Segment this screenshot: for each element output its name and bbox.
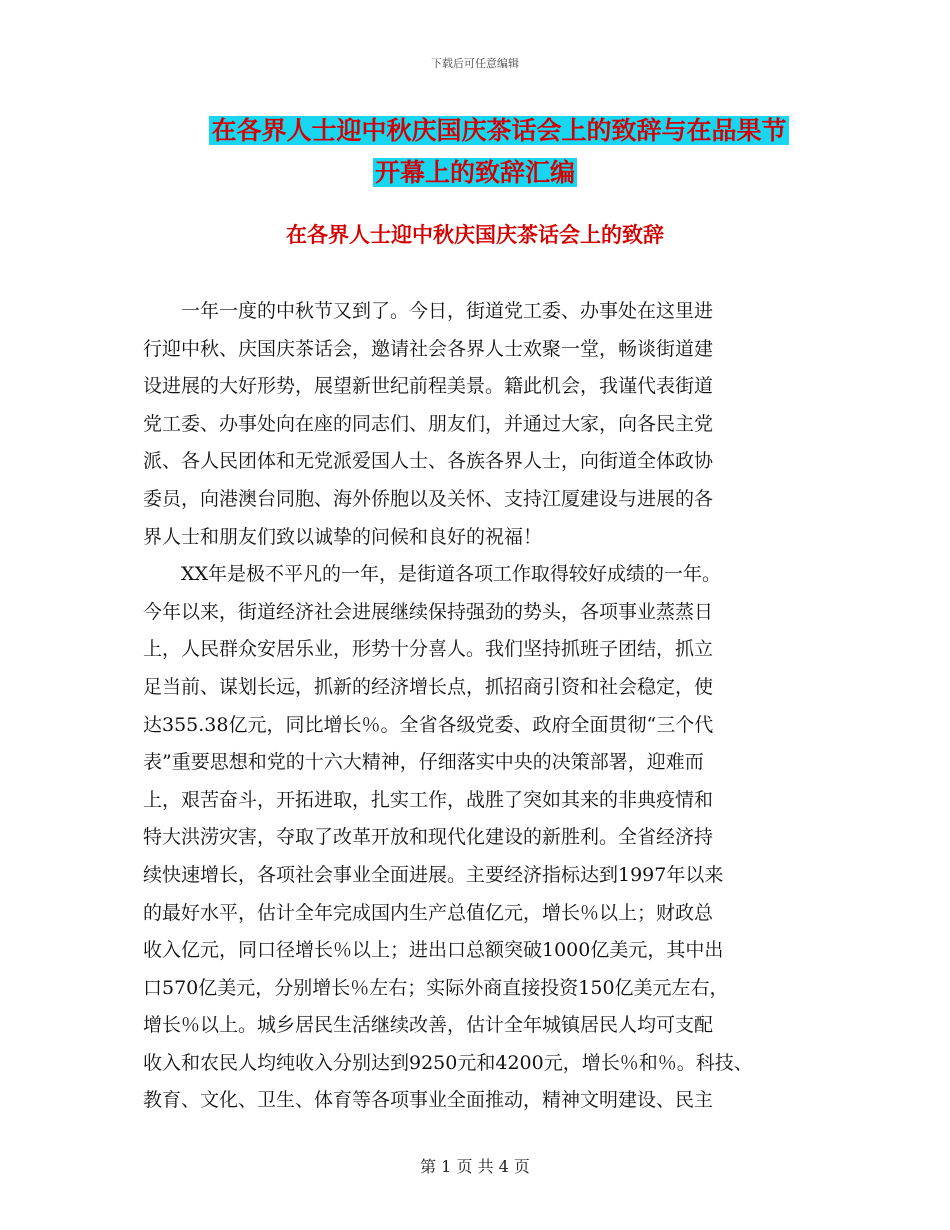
body-line: 收入亿元，同口径增长％以上；进出口总额突破1000亿美元，其中出 [143,939,724,962]
body-line: XX年是极不平凡的一年，是街道各项工作取得较好成绩的一年。 [143,563,722,586]
body-text [143,293,803,1120]
section-title: 在各界人士迎中秋庆国庆茶话会上的致辞 [286,223,664,247]
body-line: 上，艰苦奋斗，开拓进取，扎实工作，战胜了突如其来的非典疫情和 [143,788,714,811]
document-title [0,110,950,194]
body-line: 的最好水平，估计全年完成国内生产总值亿元，增长％以上；财政总 [143,901,714,924]
body-line: 上，人民群众安居乐业，形势十分喜人。我们坚持抓班子团结，抓立 [143,638,714,661]
body-line: 界人士和朋友们致以诚挚的问候和良好的祝福！ [143,525,543,548]
body-line: 派、各人民团体和无党派爱国人士、各族各界人士，向街道全体政协 [143,450,714,473]
page-header: 下载后可任意编辑 [431,57,519,70]
body-line: 今年以来，街道经济社会进展继续保持强劲的势头，各项事业蒸蒸日 [143,600,714,623]
body-line: 行迎中秋、庆国庆茶话会，邀请社会各界人士欢聚一堂，畅谈街道建 [143,337,714,360]
body-line: 续快速增长，各项社会事业全面进展。主要经济指标达到1997年以来 [143,863,724,886]
body-line: 达355.38亿元，同比增长％。全省各级党委、政府全面贯彻“三个代 [143,713,714,736]
title-line-2 [0,152,950,194]
body-line: 设进展的大好形势，展望新世纪前程美景。籍此机会，我谨代表街道 [143,375,714,398]
title-line-2-text: 开幕上的致辞汇编 [374,158,575,187]
body-line: 委员，向港澳台同胞、海外侨胞以及关怀、支持江厦建设与进展的各 [143,487,714,510]
body-line: 收入和农民人均纯收入分别达到9250元和4200元，增长％和％。科技、 [143,1051,753,1074]
body-line: 党工委、办事处向在座的同志们、朋友们，并通过大家，向各民主党 [143,412,714,435]
body-line: 口570亿美元，分别增长％左右；实际外商直接投资150亿美元左右， [143,976,729,999]
body-line: 增长％以上。城乡居民生活继续改善，估计全年城镇居民人均可支配 [143,1014,714,1037]
title-line-1 [0,110,950,152]
body-line: 特大洪涝灾害，夺取了改革开放和现代化建设的新胜利。全省经济持 [143,826,714,849]
page-footer: 第 1 页 共 4 页 [420,1157,530,1176]
title-line-1-text: 在各界人士迎中秋庆国庆茶话会上的致辞与在品果节 [211,116,787,145]
body-line: 足当前、谋划长远，抓新的经济增长点，抓招商引资和社会稳定，使 [143,675,714,698]
body-line: 表”重要思想和党的十六大精神，仔细落实中央的决策部署，迎难而 [143,751,704,774]
body-line: 一年一度的中秋节又到了。今日，街道党工委、办事处在这里进 [143,300,714,322]
body-line: 教育、文化、卫生、体育等各项事业全面推动，精神文明建设、民主 [143,1089,714,1112]
